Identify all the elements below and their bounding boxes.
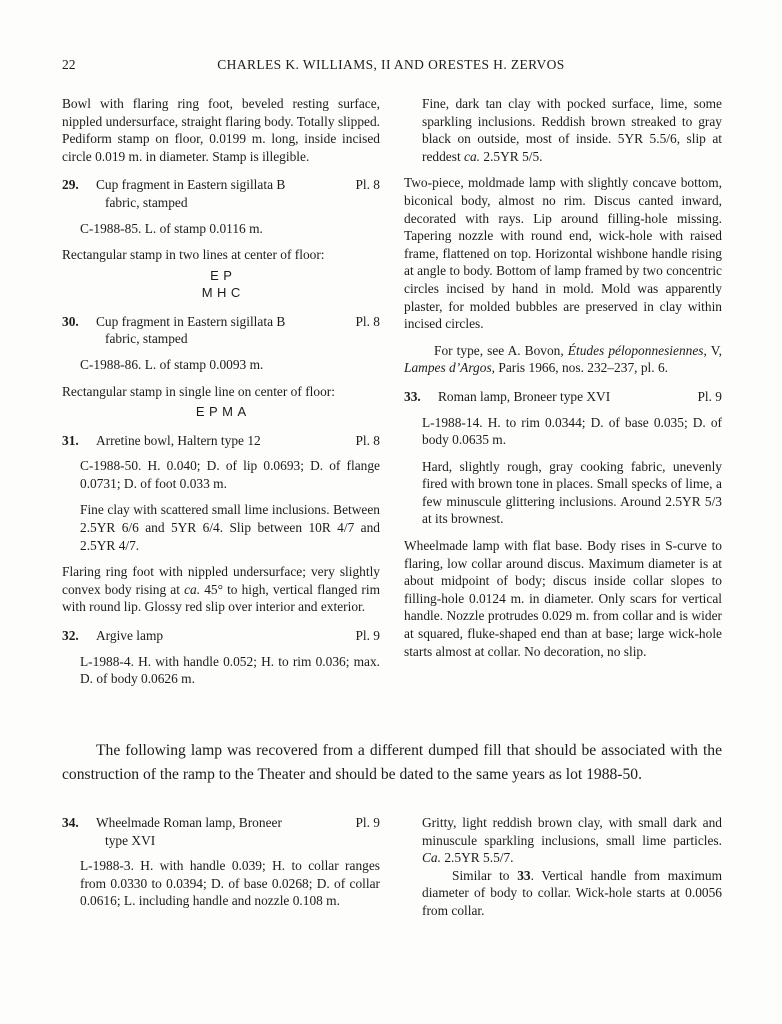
entry-30-stamp — [62, 403, 380, 421]
entry-29-stamp-caption: Rectangular stamp in two lines at center of floor: — [62, 247, 325, 263]
left-column — [62, 95, 380, 697]
entry-29-stamp-line1: EP — [210, 267, 237, 283]
entry-29-plate-reference: Pl. 8 — [355, 177, 380, 193]
entry-33-number: 33. — [404, 388, 421, 404]
entry-33-title — [438, 388, 689, 406]
entry-29-stamp-line2: MHC — [201, 285, 245, 301]
entry-32-shape-description: Two-piece, moldmade lamp with slightly concave bottom, biconical body, almost no rim. Discus canted inward, decorated with rays. Lip around filling-hole missing. Tapering nozzle with round end, wick-hole with raised frame, flattened on top. Horizontal wishbone handle rising at angle to body. Bottom of lamp framed by two concentric circles incised by hand in mold. Mold was apparently plaster, for molded bubbles are preserved in clay within incised circles. — [404, 175, 722, 332]
entry-29-catalog-line: C-1988-85. L. of stamp 0.0116 m. — [80, 220, 263, 236]
entry-32-heading — [62, 627, 380, 645]
entry-34-fabric-description: Gritty, light reddish brown clay, with small dark and minuscule sparkling inclusions, small lime particles. Ca. 2.5YR 5.5/7. — [422, 814, 722, 866]
page-header — [0, 0, 782, 75]
entry-34-number: 34. — [62, 814, 79, 830]
entry-29-stamp — [62, 267, 380, 302]
entry-29-title-line2: fabric, stamped — [105, 194, 188, 210]
entry-31-title — [96, 432, 347, 450]
entry-32-catalog-line: L-1988-4. H. with handle 0.052; H. to rim 0.036; max. D. of body 0.0626 m. — [80, 653, 380, 687]
entry-33-plate-reference: Pl. 9 — [697, 388, 722, 404]
right-column — [404, 95, 722, 697]
entry-32-title-line1: Argive lamp — [96, 627, 164, 643]
entry-29-title-line1: Cup fragment in Eastern sigillata B — [96, 177, 286, 193]
entry-31-title-line1: Arretine bowl, Haltern type 12 — [96, 432, 261, 448]
entry-29-number: 29. — [62, 177, 79, 193]
entry-34-comparison-note: Similar to 33. Vertical handle from maximum diameter of body to collar. Wick-hole starts at 0.0056 from collar. — [422, 867, 723, 918]
entry-32-number: 32. — [62, 627, 79, 643]
page-number: 22 — [62, 57, 76, 72]
entry-34-heading — [62, 814, 380, 849]
bottom-right-column — [404, 814, 722, 929]
entry-33-title-line1: Roman lamp, Broneer type XVI — [438, 388, 611, 404]
running-title: CHARLES K. WILLIAMS, II AND ORESTES H. ZERVOS — [217, 57, 565, 72]
entry-34-plate-reference: Pl. 9 — [355, 814, 380, 830]
entry-31-plate-reference: Pl. 8 — [355, 432, 380, 448]
entry-34-title-line1: Wheelmade Roman lamp, Broneer — [96, 814, 282, 830]
entry-31-heading — [62, 432, 380, 450]
entry-34-title — [96, 814, 347, 849]
entry-30-heading — [62, 313, 380, 348]
entry-29-heading — [62, 176, 380, 211]
entry-32-plate-reference: Pl. 9 — [355, 627, 380, 643]
entry-30-title — [96, 313, 347, 348]
entry-33-shape-description: Wheelmade lamp with flat base. Body rises in S-curve to flaring, low collar around discus. Maximum diameter is at about midpoint of body; discus inside collar slopes to filling-hole 0.0124 m. in diameter. Only scars for vertical handle. Nozzle protrudes 0.029 m. from collar and is wider at squared, fluke-shaped end than at base; large wick-hole starts almost at collar. No decoration, no slip. — [404, 538, 722, 659]
entry-30-catalog-line: C-1988-86. L. of stamp 0.0093 m. — [80, 356, 264, 372]
entry-32-type-reference: For type, see A. Bovon, Études péloponnesiennes, V, Lampes d’Argos, Paris 1966, nos. 232–237, pl. 6. — [404, 342, 722, 376]
catalog-columns — [0, 75, 782, 697]
bottom-left-column — [62, 814, 380, 929]
entry-30-title-line1: Cup fragment in Eastern sigillata B — [96, 313, 286, 329]
entry-33-fabric-description: Hard, slightly rough, gray cooking fabric, unevenly fired with brown tone in places. Small specks of lime, a few minuscule glittering inclusions. Around 2.5YR 5/3 at its brownest. — [422, 458, 722, 527]
entry-33-catalog-line: L-1988-14. H. to rim 0.0344; D. of base 0.035; D. of body 0.0635 m. — [422, 414, 722, 448]
entry-30-title-line2: fabric, stamped — [105, 331, 188, 347]
entry-31-number: 31. — [62, 432, 79, 448]
bottom-columns — [0, 788, 782, 929]
narrative-paragraph: The following lamp was recovered from a different dumped fill that should be associated with the construction of the ramp to the Theater and should be dated to the same years as lot 1988-50. — [62, 741, 722, 784]
entry-34-catalog-line: L-1988-3. H. with handle 0.039; H. to collar ranges from 0.0330 to 0.0394; D. of base 0.0268; D. of collar 0.0616; L. including handle and nozzle 0.108 m. — [80, 858, 380, 909]
entry-30-stamp-line1: EPMA — [195, 404, 251, 420]
entry-29-title — [96, 176, 347, 211]
entry-32-fabric-description: Fine, dark tan clay with pocked surface, lime, some sparkling inclusions. Reddish brown streaked to gray black on outside, most of inside. 5YR 5.5/6, slip at reddest ca. 2.5YR 5/5. — [422, 96, 722, 164]
entry-33-heading — [404, 388, 722, 406]
entry-31-catalog-line: C-1988-50. H. 0.040; D. of lip 0.0693; D. of flange 0.0731; D. of foot 0.033 m. — [80, 458, 380, 491]
entry-30-number: 30. — [62, 313, 79, 329]
entry-31-fabric-description: Fine clay with scattered small lime inclusions. Between 2.5YR 6/6 and 5YR 6/4. Slip between 10R 4/7 and 2.5YR 4/7. — [80, 502, 380, 553]
entry-31-shape-description: Flaring ring foot with nippled undersurface; very slightly convex body rising at ca. 45° to high, vertical flanged rim with round lip. Glossy red slip over interior and exterior. — [62, 564, 381, 615]
entry-28-description-continued: Bowl with flaring ring foot, beveled resting surface, nippled undersurface, straight flaring body. Totally slipped. Pediform stamp on floor, 0.0199 m. long, inside incised circle 0.019 m. in diameter. Stamp is illegible. — [62, 96, 380, 164]
entry-32-title — [96, 627, 347, 645]
entry-34-title-line2: type XVI — [105, 832, 156, 848]
entry-30-stamp-caption: Rectangular stamp in single line on center of floor: — [62, 383, 335, 399]
entry-30-plate-reference: Pl. 8 — [355, 313, 380, 329]
